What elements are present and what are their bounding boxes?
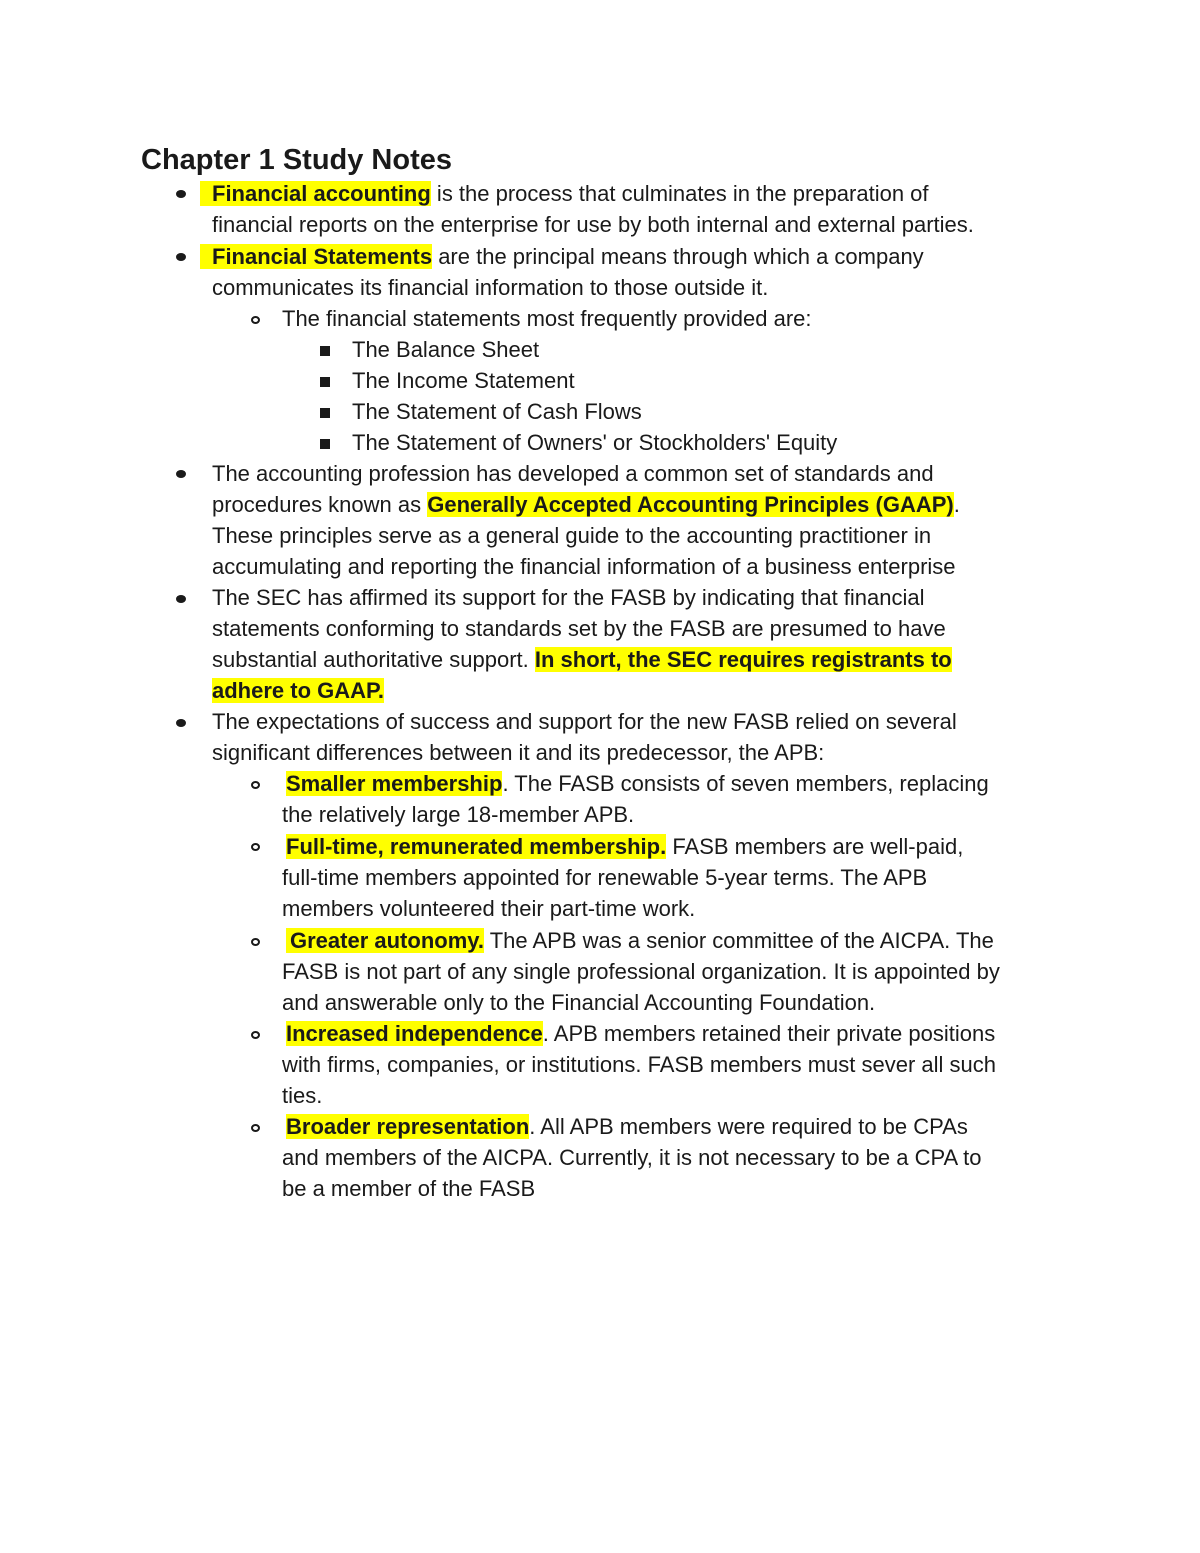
- highlighted-term: adhere to GAAP.: [212, 678, 384, 703]
- text-line: members volunteered their part-time work.: [282, 896, 696, 921]
- text-line: ties.: [282, 1083, 323, 1108]
- sub-sub-list-item: The Balance Sheet: [352, 337, 540, 362]
- text: procedures known as: [212, 492, 428, 517]
- sub-list-item: [286, 925, 994, 956]
- text-line: and answerable only to the Financial Accounting Foundation.: [282, 990, 876, 1015]
- sub-sub-list-item: The Statement of Owners' or Stockholders' Equity: [352, 430, 838, 455]
- bullet-square-icon: [320, 439, 330, 449]
- text: is the process that culminates in the preparation of: [430, 181, 929, 206]
- text-line: [212, 675, 384, 706]
- highlighted-term: In short, the SEC requires registrants to: [534, 647, 952, 672]
- list-item: [200, 178, 929, 209]
- bullet-disc-icon: [176, 719, 186, 727]
- highlighted-term: Financial accounting: [200, 181, 431, 206]
- bullet-square-icon: [320, 377, 330, 387]
- sub-list-item: [286, 831, 963, 862]
- list-item: The SEC has affirmed its support for the FASB by indicating that financial: [212, 585, 925, 610]
- highlighted-term: Full-time, remunerated membership.: [286, 834, 667, 859]
- highlighted-term: Increased independence: [286, 1021, 543, 1046]
- text-line: accumulating and reporting the financial information of a business enterprise: [212, 554, 956, 579]
- bullet-circle-icon: [251, 316, 260, 324]
- text: . All APB members were required to be CPAs: [529, 1114, 968, 1139]
- highlighted-term: Smaller membership: [286, 771, 503, 796]
- text-line: with firms, companies, or institutions. FASB members must sever all such: [282, 1052, 997, 1077]
- bullet-disc-icon: [176, 595, 186, 603]
- list-item: The accounting profession has developed a common set of standards and: [212, 461, 934, 486]
- bullet-circle-icon: [251, 781, 260, 789]
- highlighted-term: Financial Statements: [200, 244, 432, 269]
- text-line: [212, 489, 960, 520]
- text-line: communicates its financial information to those outside it.: [212, 275, 769, 300]
- bullet-circle-icon: [251, 1124, 260, 1132]
- bullet-disc-icon: [176, 470, 186, 478]
- text: FASB members are well-paid,: [666, 834, 964, 859]
- sub-list-item: The financial statements most frequently provided are:: [282, 306, 812, 331]
- text: are the principal means through which a company: [432, 244, 924, 269]
- bullet-disc-icon: [176, 253, 186, 261]
- text-line: significant differences between it and its predecessor, the APB:: [212, 740, 825, 765]
- bullet-square-icon: [320, 346, 330, 356]
- sub-list-item: [286, 768, 989, 799]
- text: . The FASB consists of seven members, replacing: [502, 771, 989, 796]
- text: .: [953, 492, 960, 517]
- highlighted-term: Greater autonomy.: [286, 928, 484, 953]
- text-line: statements conforming to standards set by the FASB are presumed to have: [212, 616, 946, 641]
- text-line: [212, 644, 952, 675]
- sub-sub-list-item: The Income Statement: [352, 368, 575, 393]
- bullet-circle-icon: [251, 1031, 260, 1039]
- list-item: The expectations of success and support for the new FASB relied on several: [212, 709, 957, 734]
- bullet-square-icon: [320, 408, 330, 418]
- bullet-circle-icon: [251, 938, 260, 946]
- page-title: Chapter 1 Study Notes: [141, 144, 452, 176]
- text-line: be a member of the FASB: [282, 1176, 536, 1201]
- text-line: full-time members appointed for renewable 5-year terms. The APB: [282, 865, 928, 890]
- text: substantial authoritative support.: [212, 647, 535, 672]
- highlighted-term: Broader representation: [286, 1114, 530, 1139]
- highlighted-term: Generally Accepted Accounting Principles (GAAP): [427, 492, 954, 517]
- text-line: FASB is not part of any single professional organization. It is appointed by: [282, 959, 1000, 984]
- text-line: the relatively large 18-member APB.: [282, 802, 635, 827]
- text-line: financial reports on the enterprise for use by both internal and external parties.: [212, 212, 974, 237]
- text-line: These principles serve as a general guide to the accounting practitioner in: [212, 523, 932, 548]
- text: . APB members retained their private positions: [542, 1021, 996, 1046]
- sub-list-item: [286, 1018, 995, 1049]
- text-line: and members of the AICPA. Currently, it is not necessary to be a CPA to: [282, 1145, 982, 1170]
- bullet-disc-icon: [176, 190, 186, 198]
- bullet-circle-icon: [251, 843, 260, 851]
- sub-list-item: [286, 1111, 968, 1142]
- sub-sub-list-item: The Statement of Cash Flows: [352, 399, 642, 424]
- list-item: [200, 241, 924, 272]
- text: The APB was a senior committee of the AICPA. The: [483, 928, 994, 953]
